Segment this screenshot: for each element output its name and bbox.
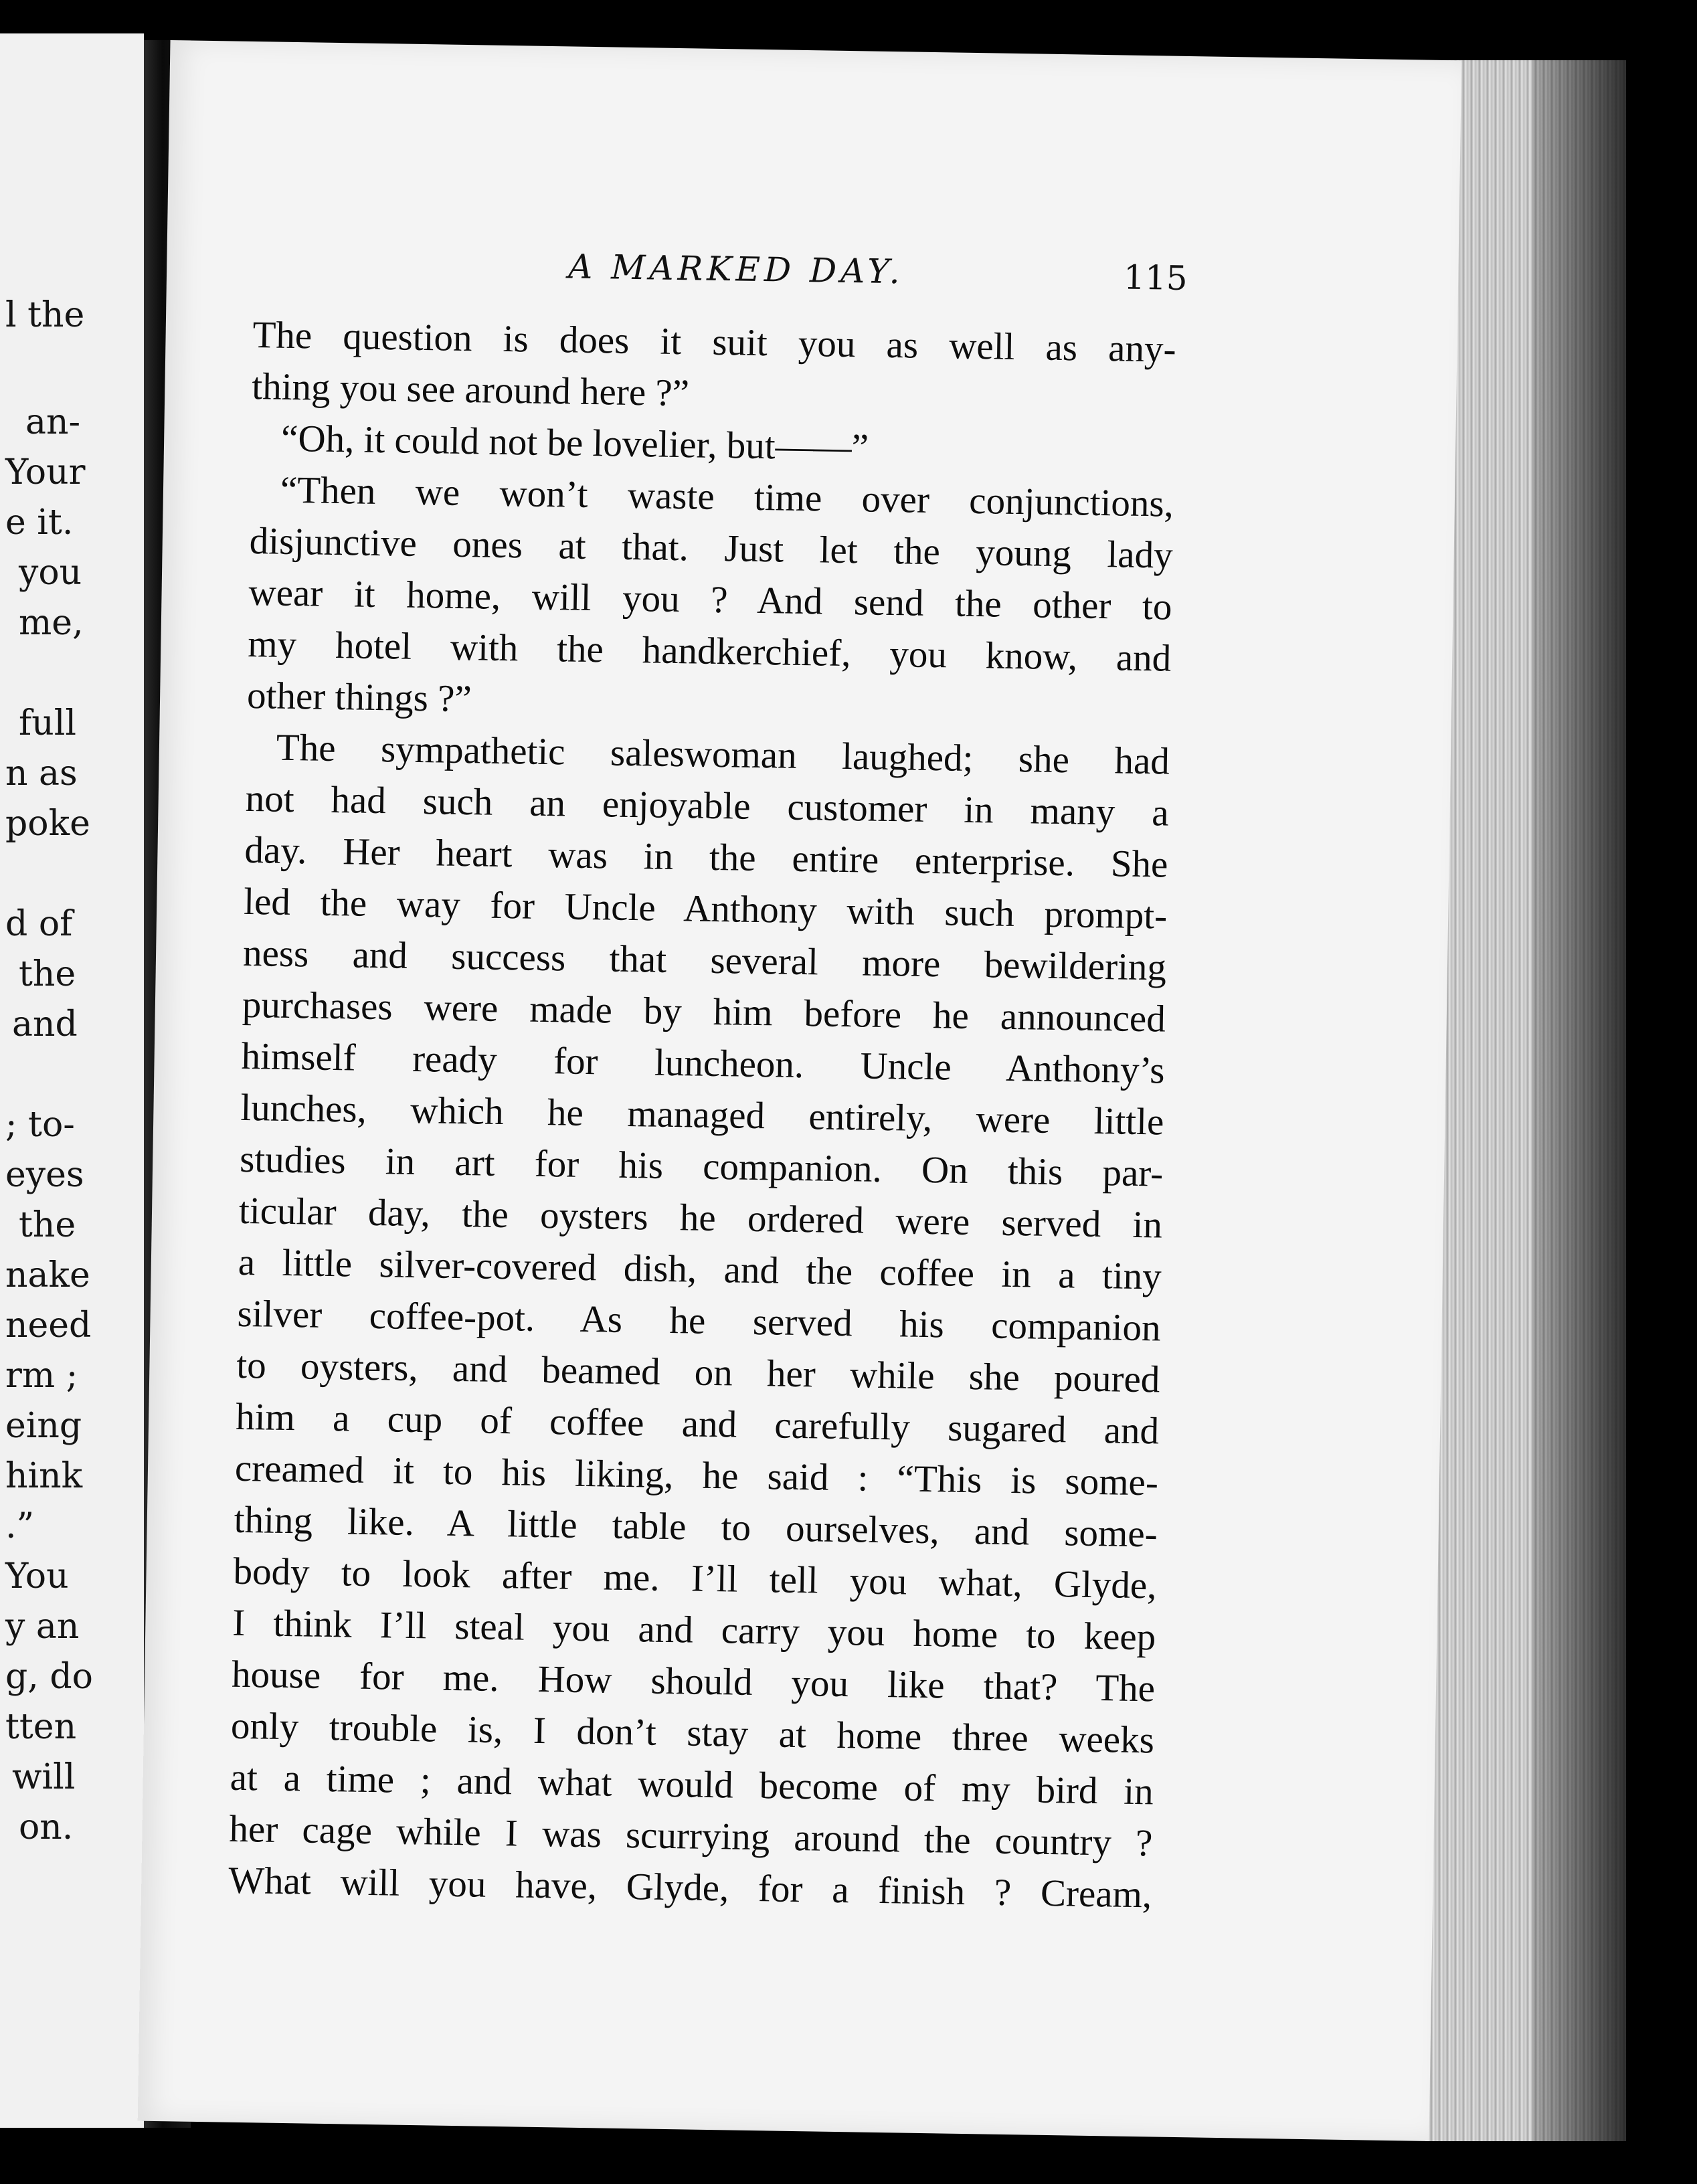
left-text-fragment: poke: [5, 804, 90, 844]
left-text-fragment: an-: [25, 402, 81, 442]
left-text-fragment: and: [12, 1004, 78, 1044]
left-text-fragment: hink: [5, 1456, 83, 1496]
text-line: to oysters, and beamed on her while she poured: [236, 1344, 1160, 1401]
text-line: himself ready for luncheon. Uncle Anthony’s: [241, 1034, 1166, 1092]
text-line: body to look after me. I’ll tell you what, Glyde,: [233, 1550, 1157, 1607]
text-line: What will you have, Glyde, for a finish ? Cream,: [228, 1859, 1152, 1916]
text-line: “Then we won’t waste time over conjunctions,: [280, 468, 1174, 525]
left-text-fragment: the: [19, 954, 76, 994]
text-line: “Oh, it could not be lovelier, but——”: [280, 417, 869, 469]
left-text-fragment: the: [19, 1205, 76, 1245]
text-line: day. Her heart was in the entire enterprise. She: [244, 828, 1168, 886]
left-text-fragment: n as: [5, 753, 78, 794]
right-book-page: [138, 40, 1462, 2141]
running-title: A MARKED DAY.: [567, 247, 905, 292]
text-line: disjunctive ones at that. Just let the young lady: [249, 519, 1174, 577]
text-line: other things ?”: [246, 674, 472, 721]
text-line: wear it home, will you ? And send the other to: [248, 571, 1172, 628]
page-body: [228, 309, 1176, 1920]
text-line: ness and success that several more bewildering: [242, 931, 1167, 989]
text-line: creamed it to his liking, he said : “This is some-: [234, 1447, 1159, 1504]
left-text-fragment: You: [5, 1556, 69, 1597]
left-text-fragment: you: [19, 553, 82, 593]
left-text-fragment: need: [5, 1305, 92, 1346]
left-text-fragment: d of: [5, 904, 73, 944]
left-text-fragment: rm ;: [5, 1356, 78, 1396]
text-line: silver coffee-pot. As he served his companion: [237, 1292, 1161, 1350]
text-line: him a cup of coffee and carefully sugared and: [235, 1395, 1160, 1453]
left-text-fragment: ; to-: [5, 1105, 75, 1145]
text-line: ticular day, the oysters he ordered were served in: [238, 1189, 1163, 1247]
left-text-fragment: tten: [5, 1707, 77, 1747]
left-text-fragment: .”: [5, 1506, 35, 1546]
text-line: not had such an enjoyable customer in many a: [245, 777, 1170, 834]
text-line: I think I’ll steal you and carry you home to keep: [232, 1601, 1156, 1659]
left-text-fragment: nake: [5, 1255, 90, 1295]
text-line: led the way for Uncle Anthony with such prompt-: [243, 880, 1168, 937]
left-text-fragment: full: [19, 703, 76, 743]
text-line: purchases were made by him before he announced: [242, 983, 1166, 1040]
left-text-fragment: me,: [19, 603, 84, 643]
left-text-fragment: eing: [5, 1406, 82, 1446]
left-text-fragment: g, do: [5, 1657, 93, 1697]
text-line: at a time ; and what would become of my bird in: [230, 1756, 1154, 1813]
text-line: lunches, which he managed entirely, were little: [240, 1086, 1164, 1144]
page-number: 115: [1123, 258, 1188, 298]
left-text-fragment: Your: [5, 452, 86, 492]
left-text-fragment: l the: [5, 295, 85, 335]
text-line: The sympathetic saleswoman laughed; she had: [276, 726, 1170, 783]
left-text-fragment: eyes: [5, 1155, 84, 1195]
text-line: only trouble is, I don’t stay at home three weeks: [230, 1704, 1155, 1762]
text-line: her cage while I was scurrying around the country ?: [229, 1807, 1153, 1865]
text-line: my hotel with the handkerchief, you know, and: [247, 622, 1172, 680]
left-text-fragment: e it.: [5, 503, 74, 543]
left-text-fragment: will: [12, 1757, 76, 1797]
text-line: thing like. A little table to ourselves, and some-: [234, 1498, 1158, 1556]
text-line: The question is does it suit you as well as any-: [252, 314, 1176, 371]
left-facing-page: [0, 33, 144, 2128]
text-line: house for me. How should you like that? The: [231, 1653, 1156, 1710]
text-line: studies in art for his companion. On this par-: [239, 1138, 1164, 1195]
text-line: thing you see around here ?”: [251, 365, 690, 415]
text-line: a little silver-covered dish, and the coffee in a tiny: [238, 1241, 1162, 1298]
left-text-fragment: y an: [5, 1607, 80, 1647]
left-text-fragment: on.: [19, 1807, 74, 1847]
